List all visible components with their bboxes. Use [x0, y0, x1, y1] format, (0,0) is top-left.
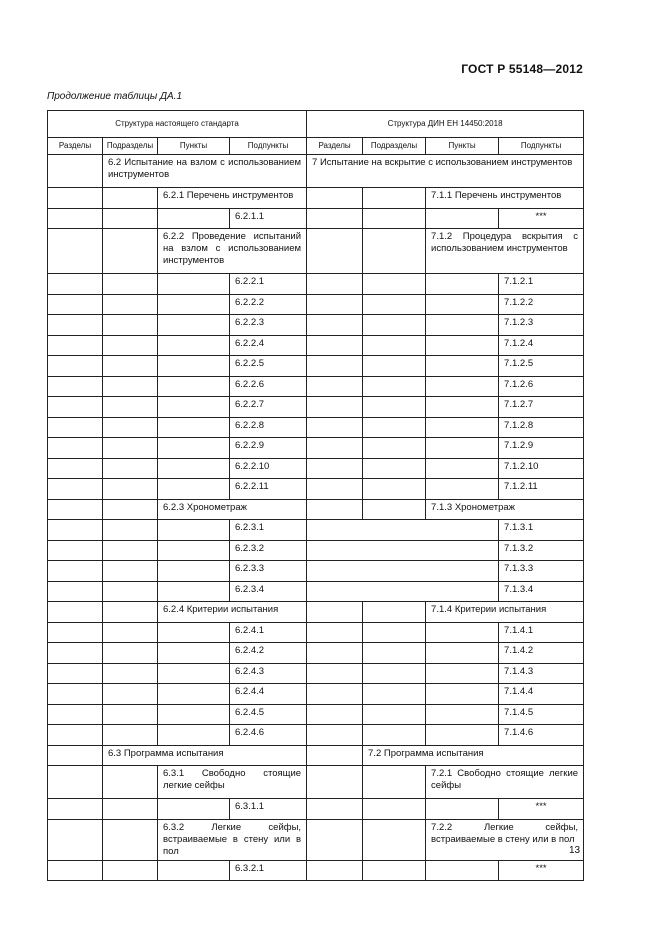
cell [363, 643, 426, 664]
subclause-cell: *** [499, 860, 584, 881]
cell [363, 397, 426, 418]
subclause-cell: 6.2.2.6 [230, 376, 307, 397]
cell [158, 663, 230, 684]
table-row [48, 581, 584, 602]
cell [426, 663, 499, 684]
cell [307, 520, 499, 541]
cell [48, 766, 103, 799]
cell [307, 766, 363, 799]
cell [426, 335, 499, 356]
cell [158, 581, 230, 602]
cell [426, 274, 499, 295]
cell [48, 561, 103, 582]
subclause-cell: *** [499, 208, 584, 229]
cell [307, 622, 363, 643]
clause-cell: 6.3.2 Легкие сейфы, встраиваемые в стену или в пол [158, 819, 307, 860]
subclause-cell: 6.2.4.2 [230, 643, 307, 664]
cell [363, 766, 426, 799]
cell [103, 479, 158, 500]
cell [103, 188, 158, 209]
cell [307, 417, 363, 438]
clause-cell: 7.1.1 Перечень инструментов [426, 188, 584, 209]
cell [307, 602, 363, 623]
cell [363, 725, 426, 746]
cell [158, 725, 230, 746]
cell [307, 819, 363, 860]
cell [103, 819, 158, 860]
cell [363, 438, 426, 459]
subclause-cell: 7.1.2.7 [499, 397, 584, 418]
cell [426, 294, 499, 315]
cell [307, 315, 363, 336]
cell [307, 704, 363, 725]
cell [363, 622, 426, 643]
cell [426, 860, 499, 881]
cell [48, 684, 103, 705]
cell [307, 799, 363, 820]
cell [158, 684, 230, 705]
cell [158, 458, 230, 479]
cell [363, 356, 426, 377]
cell [307, 458, 363, 479]
subclause-cell: 7.1.4.4 [499, 684, 584, 705]
cell [307, 208, 363, 229]
table-row [48, 458, 584, 479]
clause-cell: 7.2.2 Легкие сейфы, встраиваемые в стену или в пол [426, 819, 584, 860]
subclause-cell: 6.2.2.5 [230, 356, 307, 377]
cell [158, 561, 230, 582]
subclause-cell: 7.1.2.2 [499, 294, 584, 315]
cell [307, 274, 363, 295]
cell [48, 479, 103, 500]
clause-cell: 6.2.2 Проведение испытаний на взлом с использованием инструментов [158, 229, 307, 274]
subsection-cell: 6.3 Программа испытания [103, 745, 307, 766]
cell [48, 499, 103, 520]
cell [48, 294, 103, 315]
cell [307, 229, 363, 274]
page-number: 13 [569, 845, 581, 856]
cell [363, 819, 426, 860]
cell [158, 799, 230, 820]
cell [426, 208, 499, 229]
cell [426, 397, 499, 418]
subclause-cell: 6.2.2.11 [230, 479, 307, 500]
cell [103, 229, 158, 274]
subclause-cell: 6.2.3.2 [230, 540, 307, 561]
cell [48, 520, 103, 541]
cell [48, 356, 103, 377]
cell [307, 479, 363, 500]
cell [158, 376, 230, 397]
cell [103, 860, 158, 881]
cell [103, 684, 158, 705]
cell [363, 799, 426, 820]
table-row [48, 438, 584, 459]
cell [363, 315, 426, 336]
clause-cell: 7.1.4 Критерии испытания [426, 602, 584, 623]
subclause-cell: 7.1.2.1 [499, 274, 584, 295]
cell [103, 799, 158, 820]
subclause-cell: 7.1.2.10 [499, 458, 584, 479]
cell [363, 229, 426, 274]
subclause-cell: 6.2.2.4 [230, 335, 307, 356]
cell [158, 479, 230, 500]
table-row [48, 315, 584, 336]
table-row [48, 561, 584, 582]
clause-cell: 6.2.4 Критерии испытания [158, 602, 307, 623]
cell [158, 622, 230, 643]
table-row [48, 356, 584, 377]
subclause-cell: 6.2.3.4 [230, 581, 307, 602]
cell [307, 438, 363, 459]
cell [307, 725, 363, 746]
subclause-cell: 6.2.4.4 [230, 684, 307, 705]
cell [363, 208, 426, 229]
subclause-cell: 6.2.2.10 [230, 458, 307, 479]
cell [426, 725, 499, 746]
cell [158, 438, 230, 459]
cell [48, 602, 103, 623]
cell [363, 602, 426, 623]
table-row [48, 376, 584, 397]
cell [158, 704, 230, 725]
cell [48, 438, 103, 459]
cell [363, 458, 426, 479]
cell [48, 819, 103, 860]
cell [48, 335, 103, 356]
subclause-cell: 6.2.4.5 [230, 704, 307, 725]
cell [158, 540, 230, 561]
subclause-cell: 6.2.2.3 [230, 315, 307, 336]
cell [426, 643, 499, 664]
cell [426, 417, 499, 438]
cell [158, 294, 230, 315]
cell [158, 417, 230, 438]
section-cell: 7 Испытание на вскрытие с использованием инструментов [307, 155, 584, 188]
cell [48, 643, 103, 664]
column-header: Подпункты [230, 138, 307, 155]
table-row [48, 397, 584, 418]
cell [426, 315, 499, 336]
cell [48, 376, 103, 397]
subclause-cell: 7.1.4.5 [499, 704, 584, 725]
subclause-cell: 6.2.4.1 [230, 622, 307, 643]
cell [363, 499, 426, 520]
cell [48, 458, 103, 479]
cell [48, 540, 103, 561]
cell [363, 376, 426, 397]
cell [363, 479, 426, 500]
cell [48, 417, 103, 438]
subclause-cell: 6.2.3.3 [230, 561, 307, 582]
document-id: ГОСТ Р 55148—2012 [461, 62, 583, 76]
subclause-cell: 7.1.3.2 [499, 540, 584, 561]
subclause-cell: 7.1.2.5 [499, 356, 584, 377]
subsection-cell: 6.2 Испытание на взлом с использованием инструментов [103, 155, 307, 188]
table-row [48, 602, 584, 623]
cell [103, 602, 158, 623]
cell [103, 766, 158, 799]
cell [103, 397, 158, 418]
cell [103, 643, 158, 664]
column-header: Разделы [48, 138, 103, 155]
cell [307, 335, 363, 356]
clause-cell: 7.1.2 Процедура вскрытия с использованием инструментов [426, 229, 584, 274]
subclause-cell: 7.1.2.8 [499, 417, 584, 438]
table-row [48, 725, 584, 746]
cell [103, 499, 158, 520]
column-header: Подразделы [363, 138, 426, 155]
cell [48, 704, 103, 725]
cell [307, 356, 363, 377]
cell [103, 561, 158, 582]
cell [48, 397, 103, 418]
column-header: Пункты [426, 138, 499, 155]
cell [103, 208, 158, 229]
subclause-cell: 6.2.1.1 [230, 208, 307, 229]
subclause-cell: 7.1.2.6 [499, 376, 584, 397]
cell [363, 860, 426, 881]
cell [426, 799, 499, 820]
correspondence-table [47, 110, 584, 881]
table-row [48, 766, 584, 799]
cell [103, 458, 158, 479]
cell [103, 663, 158, 684]
cell [307, 663, 363, 684]
cell [48, 860, 103, 881]
cell [307, 540, 499, 561]
cell [103, 725, 158, 746]
column-header: Разделы [307, 138, 363, 155]
cell [48, 208, 103, 229]
cell [158, 208, 230, 229]
table-row [48, 520, 584, 541]
subclause-cell: 7.1.4.2 [499, 643, 584, 664]
subclause-cell: 6.2.2.1 [230, 274, 307, 295]
table-row [48, 684, 584, 705]
cell [158, 315, 230, 336]
subclause-cell: 6.2.3.1 [230, 520, 307, 541]
cell [426, 479, 499, 500]
subclause-cell: 6.3.2.1 [230, 860, 307, 881]
cell [158, 520, 230, 541]
clause-cell: 6.3.1 Свободно стоящие легкие сейфы [158, 766, 307, 799]
cell [103, 294, 158, 315]
subclause-cell: 7.1.2.11 [499, 479, 584, 500]
cell [103, 622, 158, 643]
cell [103, 438, 158, 459]
cell [307, 188, 363, 209]
table-row [48, 663, 584, 684]
subclause-cell: 7.1.3.4 [499, 581, 584, 602]
cell [103, 417, 158, 438]
subclause-cell: 6.2.4.3 [230, 663, 307, 684]
table-row [48, 819, 584, 860]
cell [426, 438, 499, 459]
subclause-cell: 7.1.3.1 [499, 520, 584, 541]
table-row [48, 745, 584, 766]
subclause-cell: 7.1.2.3 [499, 315, 584, 336]
cell [48, 745, 103, 766]
subclause-cell: 6.2.2.9 [230, 438, 307, 459]
cell [363, 294, 426, 315]
cell [48, 188, 103, 209]
cell [103, 274, 158, 295]
subclause-cell: 7.1.4.3 [499, 663, 584, 684]
table-row [48, 417, 584, 438]
cell [307, 294, 363, 315]
cell [307, 581, 499, 602]
cell [363, 704, 426, 725]
cell [103, 315, 158, 336]
cell [307, 561, 499, 582]
table-row [48, 799, 584, 820]
table-row [48, 499, 584, 520]
cell [363, 417, 426, 438]
cell [48, 622, 103, 643]
subclause-cell: *** [499, 799, 584, 820]
cell [158, 356, 230, 377]
cell [103, 581, 158, 602]
cell [103, 540, 158, 561]
column-header: Подпункты [499, 138, 584, 155]
clause-cell: 7.2.1 Свободно стоящие легкие сейфы [426, 766, 584, 799]
cell [363, 663, 426, 684]
column-header: Пункты [158, 138, 230, 155]
subsection-cell: 7.2 Программа испытания [363, 745, 584, 766]
cell [307, 397, 363, 418]
cell [103, 520, 158, 541]
table-row [48, 540, 584, 561]
cell [48, 229, 103, 274]
cell [363, 274, 426, 295]
cell [426, 704, 499, 725]
cell [48, 799, 103, 820]
table-row [48, 643, 584, 664]
subclause-cell: 6.2.4.6 [230, 725, 307, 746]
cell [158, 643, 230, 664]
cell [426, 356, 499, 377]
table-row [48, 294, 584, 315]
cell [48, 581, 103, 602]
right-group-header: Структура ДИН ЕН 14450:2018 [307, 111, 584, 138]
cell [48, 663, 103, 684]
cell [426, 622, 499, 643]
cell [426, 684, 499, 705]
cell [307, 745, 363, 766]
table-row [48, 479, 584, 500]
cell [103, 376, 158, 397]
subclause-cell: 7.1.4.6 [499, 725, 584, 746]
table-row [48, 229, 584, 274]
clause-cell: 6.2.3 Хронометраж [158, 499, 307, 520]
table-row [48, 274, 584, 295]
cell [48, 155, 103, 188]
cell [48, 274, 103, 295]
table-row [48, 860, 584, 881]
subclause-cell: 7.1.2.4 [499, 335, 584, 356]
subclause-cell: 7.1.3.3 [499, 561, 584, 582]
cell [307, 499, 363, 520]
cell [363, 684, 426, 705]
cell [158, 397, 230, 418]
cell [158, 274, 230, 295]
cell [426, 458, 499, 479]
clause-cell: 6.2.1 Перечень инструментов [158, 188, 307, 209]
subclause-cell: 6.2.2.8 [230, 417, 307, 438]
cell [307, 376, 363, 397]
cell [363, 335, 426, 356]
table-row [48, 704, 584, 725]
table-caption: Продолжение таблицы ДА.1 [47, 91, 183, 102]
cell [307, 860, 363, 881]
table-row [48, 622, 584, 643]
column-header: Подразделы [103, 138, 158, 155]
table-row [48, 208, 584, 229]
subclause-cell: 7.1.4.1 [499, 622, 584, 643]
cell [426, 376, 499, 397]
cell [307, 643, 363, 664]
cell [363, 188, 426, 209]
cell [103, 704, 158, 725]
clause-cell: 7.1.3 Хронометраж [426, 499, 584, 520]
cell [158, 335, 230, 356]
cell [158, 860, 230, 881]
table-row [48, 335, 584, 356]
table-row [48, 188, 584, 209]
left-group-header: Структура настоящего стандарта [48, 111, 307, 138]
cell [48, 315, 103, 336]
subclause-cell: 7.1.2.9 [499, 438, 584, 459]
subclause-cell: 6.2.2.7 [230, 397, 307, 418]
table-row [48, 155, 584, 188]
cell [103, 356, 158, 377]
cell [103, 335, 158, 356]
cell [307, 684, 363, 705]
subclause-cell: 6.3.1.1 [230, 799, 307, 820]
cell [48, 725, 103, 746]
subclause-cell: 6.2.2.2 [230, 294, 307, 315]
